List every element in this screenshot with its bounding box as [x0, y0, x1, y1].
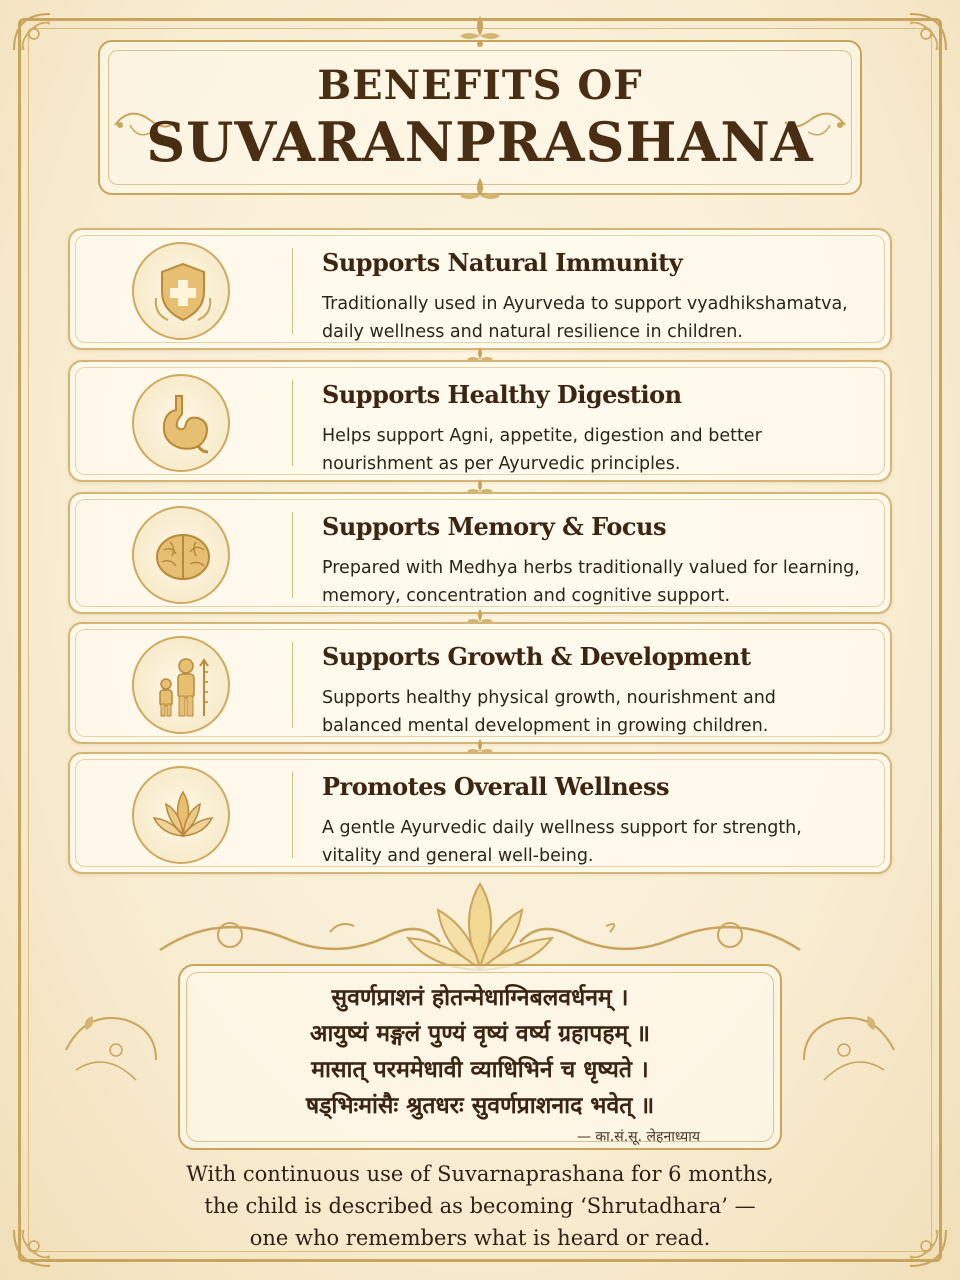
- page-title-line1: BENEFITS OF: [317, 62, 643, 109]
- left-scroll-ornament-icon: [56, 990, 166, 1100]
- stomach-icon: [148, 390, 218, 460]
- benefit-desc-line: nourishment as per Ayurvedic principles.: [322, 454, 681, 474]
- benefit-card-immunity: [68, 228, 892, 350]
- benefit-divider: [292, 772, 293, 858]
- right-scroll-ornament-icon: [794, 990, 904, 1100]
- benefit-description: [322, 814, 882, 870]
- benefit-icon-circle: [132, 766, 230, 864]
- benefit-title: Supports Growth & Development: [322, 642, 751, 671]
- benefit-desc-line: balanced mental development in growing children.: [322, 716, 769, 736]
- benefit-desc-line: Supports healthy physical growth, nourishment and: [322, 688, 776, 708]
- growth-figures-icon: [148, 652, 218, 722]
- benefit-desc-line: vitality and general well-being.: [322, 846, 594, 866]
- lotus-icon: [148, 782, 218, 852]
- verse-line: मासात् परममेधावी व्याधिभिर्न च धृष्यते ।: [311, 1057, 649, 1083]
- benefit-desc-line: Helps support Agni, appetite, digestion and better: [322, 426, 762, 446]
- benefit-divider: [292, 642, 293, 728]
- top-flourish-icon: [454, 12, 506, 52]
- benefit-card-digestion: [68, 360, 892, 482]
- benefit-icon-circle: [132, 636, 230, 734]
- title-bottom-flourish-icon: [454, 176, 506, 212]
- benefit-desc-line: Traditionally used in Ayurveda to support vyadhikshamatva,: [322, 294, 848, 314]
- verse-line: आयुष्यं मङ्गलं पुण्यं वृष्यं वर्ष्य ग्रहापहम् ॥: [309, 1021, 651, 1047]
- benefit-description: [322, 290, 882, 346]
- benefit-desc-line: memory, concentration and cognitive support.: [322, 586, 731, 606]
- benefit-desc-line: daily wellness and natural resilience in children.: [322, 322, 743, 342]
- benefit-title: Supports Healthy Digestion: [322, 380, 682, 409]
- benefit-title: Supports Natural Immunity: [322, 248, 683, 277]
- verse-panel: [178, 964, 782, 1150]
- benefit-icon-circle: [132, 374, 230, 472]
- benefit-icon-circle: [132, 506, 230, 604]
- benefit-divider: [292, 512, 293, 598]
- footer-line: one who remembers what is heard or read.: [249, 1226, 711, 1250]
- benefit-card-wellness: [68, 752, 892, 874]
- benefit-card-growth: [68, 622, 892, 744]
- brain-icon: [148, 522, 218, 592]
- benefit-divider: [292, 248, 293, 334]
- benefit-description: [322, 554, 882, 610]
- benefit-divider: [292, 380, 293, 466]
- verse-line: सुवर्णप्राशनं होतन्मेधाग्निबलवर्धनम् ।: [331, 985, 629, 1011]
- benefit-desc-line: Prepared with Medhya herbs traditionally valued for learning,: [322, 558, 860, 578]
- page-title-line2: SUVARANPRASHANA: [146, 110, 814, 174]
- footer-line: With continuous use of Suvarnaprashana for 6 months,: [186, 1162, 774, 1186]
- verse-source: — का.सं.सू. लेहनाध्याय: [576, 1129, 700, 1145]
- verse-line: षड्भिःमांसैः श्रुतधरः सुवर्णप्राशनाद भवेत् ॥: [305, 1093, 655, 1119]
- benefit-title: Supports Memory & Focus: [322, 512, 666, 541]
- benefit-description: [322, 422, 882, 478]
- benefit-description: [322, 684, 882, 740]
- footer-line: the child is described as becoming ‘Shrutadhara’ —: [204, 1194, 756, 1218]
- benefit-icon-circle: [132, 242, 230, 340]
- benefit-title: Promotes Overall Wellness: [322, 772, 669, 801]
- shield-cross-icon: [148, 258, 218, 328]
- benefit-card-memory: [68, 492, 892, 614]
- benefit-desc-line: A gentle Ayurvedic daily wellness support for strength,: [322, 818, 802, 838]
